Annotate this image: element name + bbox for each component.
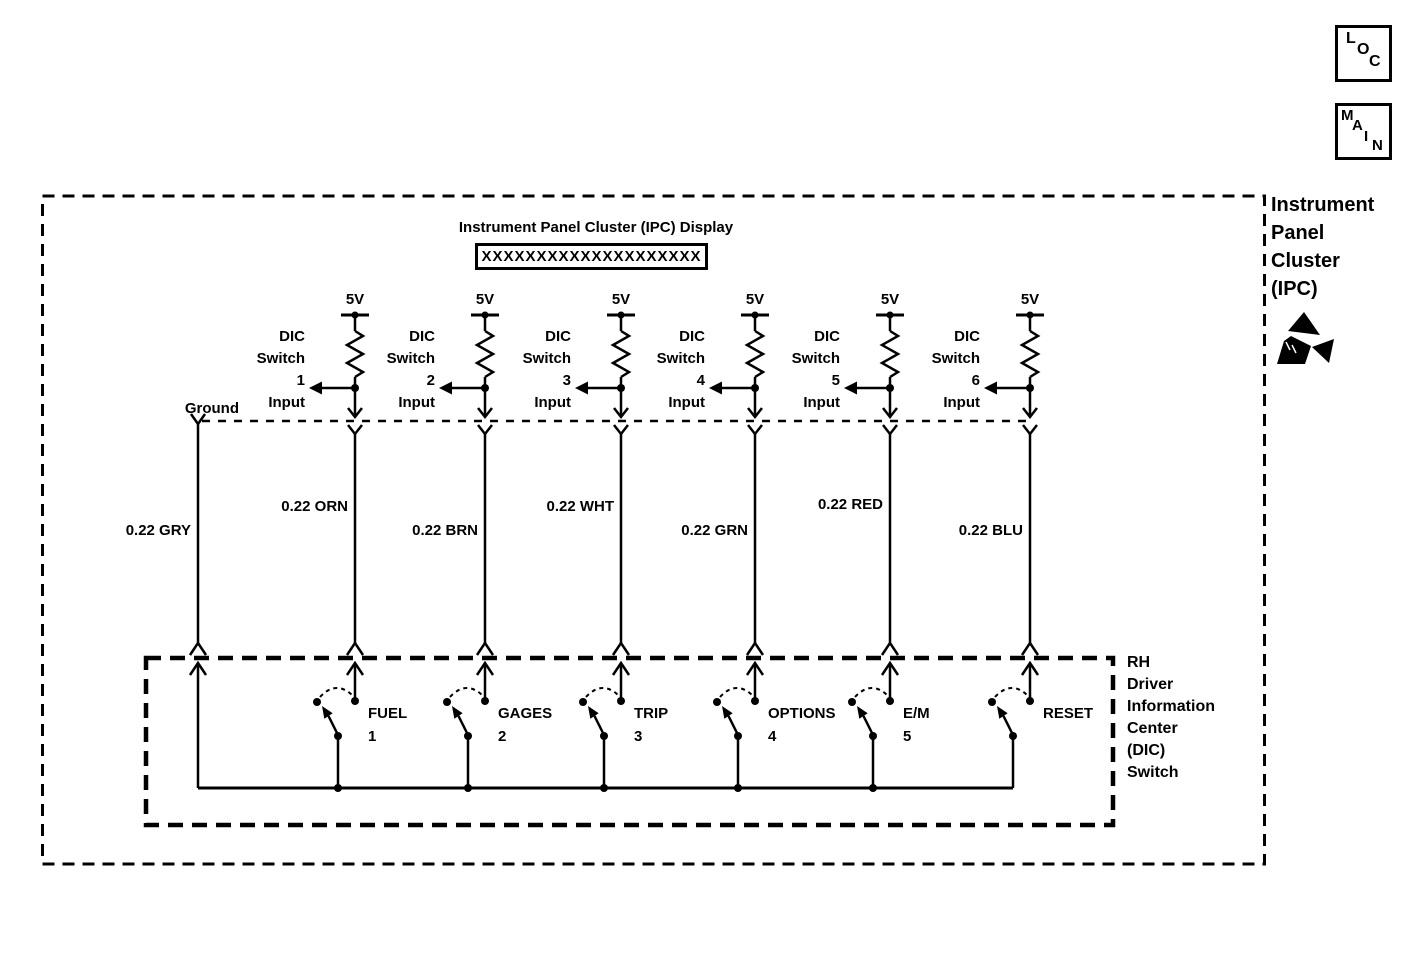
main-link-box[interactable] xyxy=(1335,103,1392,160)
dic-switch-component-name: RH Driver Information Center (DIC) Switch xyxy=(1127,654,1215,781)
supply-5v-label-3: 5V xyxy=(611,291,631,308)
ground-label: Ground xyxy=(184,400,239,417)
switch-label-reset: RESET xyxy=(1043,705,1094,722)
switch-label-gages: GAGES 2 xyxy=(498,705,553,745)
supply-5v-label-6: 5V xyxy=(1020,291,1040,308)
loc-link-box[interactable] xyxy=(1335,25,1392,82)
loc-letter: C xyxy=(1369,53,1381,70)
main-letter: I xyxy=(1364,128,1369,145)
dic-switch-dashed-boundary xyxy=(146,658,1113,825)
main-letter: N xyxy=(1372,137,1383,154)
wire-label-brn: 0.22 BRN xyxy=(412,522,478,539)
channel-6-wiring xyxy=(984,312,1044,789)
ipc-display-title: Instrument Panel Cluster (IPC) Display xyxy=(458,219,734,236)
dic-switch-5-input-label: DIC Switch 5 Input xyxy=(791,328,840,411)
wire-label-orn: 0.22 ORN xyxy=(281,498,348,515)
wire-label-red: 0.22 RED xyxy=(817,496,883,513)
ipc-display-readout: XXXXXXXXXXXXXXXXXXXX xyxy=(475,243,708,270)
dic-switch-2-input-label: DIC Switch 2 Input xyxy=(386,328,435,411)
supply-5v-label-2: 5V xyxy=(475,291,495,308)
switch-label-fuel: FUEL 1 xyxy=(368,705,408,745)
main-letter: M xyxy=(1341,107,1354,124)
switch-label-em: E/M 5 xyxy=(903,705,930,745)
dic-switch-1-input-label: DIC Switch 1 Input xyxy=(256,328,305,411)
ipc-component-name: Instrument Panel Cluster (IPC) xyxy=(1271,194,1375,300)
wire-label-blu: 0.22 BLU xyxy=(958,522,1023,539)
switch-label-trip: TRIP 3 xyxy=(634,705,669,745)
supply-5v-label-1: 5V xyxy=(345,291,365,308)
esd-sensitive-icon xyxy=(1277,312,1334,364)
supply-5v-label-4: 5V xyxy=(745,291,765,308)
loc-letter: O xyxy=(1357,41,1370,58)
dic-switch-3-input-label: DIC Switch 3 Input xyxy=(522,328,571,411)
wire-label-grn: 0.22 GRN xyxy=(681,522,748,539)
wire-label-gry: 0.22 GRY xyxy=(125,522,191,539)
supply-5v-label-5: 5V xyxy=(880,291,900,308)
main-letter: A xyxy=(1352,117,1363,134)
loc-letter: L xyxy=(1346,30,1356,47)
wire-label-wht: 0.22 WHT xyxy=(546,498,614,515)
dic-switch-6-input-label: DIC Switch 6 Input xyxy=(931,328,980,411)
switch-label-options: OPTIONS 4 xyxy=(768,705,836,745)
dic-switch-4-input-label: DIC Switch 4 Input xyxy=(656,328,705,411)
